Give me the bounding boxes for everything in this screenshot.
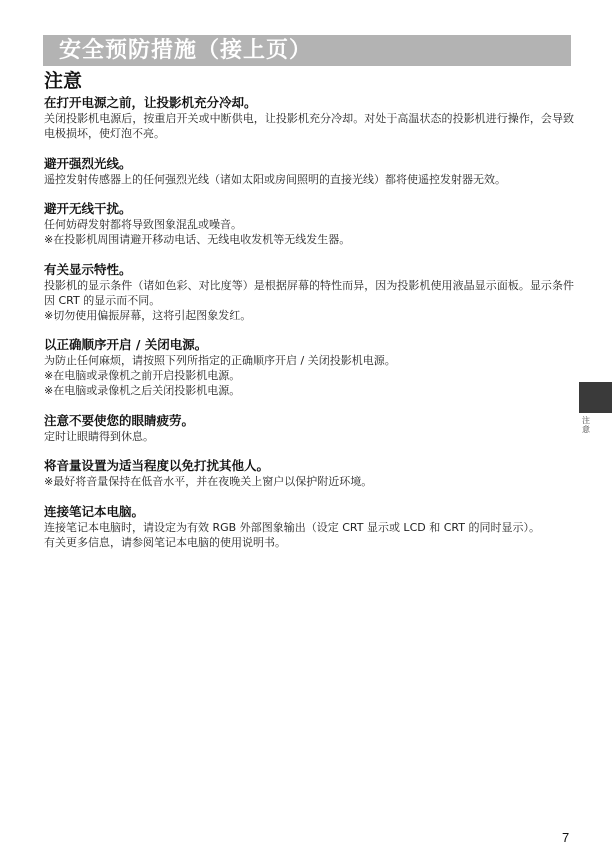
page-number: 7 — [562, 830, 570, 845]
precaution-text: 定时让眼睛得到休息。 — [44, 429, 154, 443]
title-bar — [43, 35, 571, 66]
precaution-section — [44, 262, 574, 323]
precaution-title: 以正确顺序开启 / 关闭电源。 — [44, 337, 208, 352]
precaution-title: 连接笔记本电脑。 — [44, 503, 145, 519]
precaution-section — [44, 504, 574, 550]
precaution-text: ※最好将音量保持在低音水平，并在夜晚关上窗户以保护附近环境。 — [44, 475, 373, 488]
precaution-text: ※切勿使用偏振屏幕，这将引起图象发红。 — [44, 308, 252, 322]
precaution-text: ※在电脑或录像机之后关闭投影机电源。 — [44, 384, 241, 397]
precaution-title: 避开无线干扰。 — [44, 201, 132, 216]
precautions-list — [44, 95, 574, 564]
precaution-text: 连接笔记本电脑时，请设定为有效 RGB 外部图象输出（设定 CRT 显示或 LCD 和 CRT 的同时显示）。 — [44, 520, 540, 534]
precaution-section — [44, 337, 574, 398]
precaution-section — [44, 201, 574, 247]
page-title: 安全预防措施（接上页） — [59, 38, 313, 63]
precaution-section — [44, 413, 574, 444]
precaution-title: 避开强烈光线。 — [44, 155, 132, 171]
precaution-text: 遥控发射传感器上的任何强烈光线（诸如太阳或房间照明的直接光线）都将使遥控发射器无效。 — [44, 172, 506, 186]
precaution-title: 注意不要使您的眼睛疲劳。 — [44, 412, 195, 428]
section-heading: 注意 — [44, 70, 83, 92]
precaution-text: 任何妨碍发射都将导致图象混乱或噪音。 — [44, 218, 242, 231]
precaution-text: 有关更多信息，请参阅笔记本电脑的使用说明书。 — [44, 535, 286, 549]
precaution-section — [44, 458, 574, 489]
side-tab-label: 注意 — [582, 416, 590, 434]
precaution-text: 投影机的显示条件（诸如色彩、对比度等）是根据屏幕的特性而异，因为投影机使用液晶显示面板。显示条件因 CRT 的显示而不同。 — [44, 278, 574, 307]
precaution-text: 关闭投影机电源后，按重启开关或中断供电，让投影机充分冷却。对处于高温状态的投影机进行操作，会导致电极损坏，使灯泡不亮。 — [44, 112, 574, 140]
precaution-text: ※在投影机周围请避开移动电话、无线电收发机等无线发生器。 — [44, 233, 351, 246]
precaution-title: 有关显示特性。 — [44, 261, 132, 277]
precaution-title: 将音量设置为适当程度以免打扰其他人。 — [44, 458, 270, 473]
side-tab — [579, 382, 612, 413]
precaution-section — [44, 95, 574, 141]
precaution-text: ※在电脑或录像机之前开启投影机电源。 — [44, 369, 241, 382]
precaution-title: 在打开电源之前，让投影机充分冷却。 — [44, 95, 257, 110]
precaution-section — [44, 156, 574, 187]
precaution-text: 为防止任何麻烦，请按照下列所指定的正确顺序开启 / 关闭投影机电源。 — [44, 354, 396, 367]
